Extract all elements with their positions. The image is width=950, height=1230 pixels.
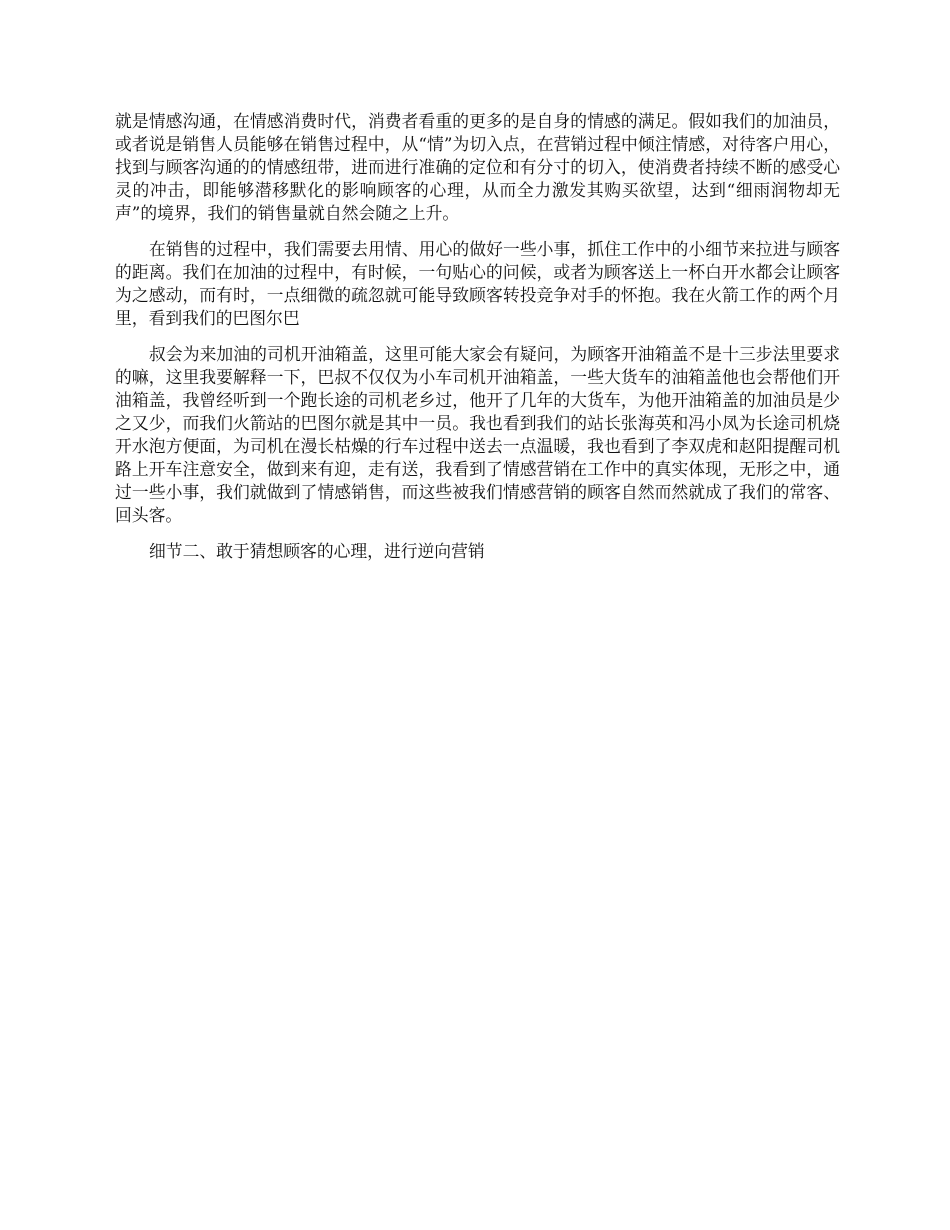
- paragraph-small-details: 在销售的过程中，我们需要去用情、用心的做好一些小事，抓住工作中的小细节来拉进与顾客的距离。我们在加油的过程中，有时候，一句贴心的问候，或者为顾客送上一杯白开水都会让顾客为之感动，而有时，一点细微的疏忽就可能导致顾客转投竞争对手的怀抱。我在火箭工作的两个月里，看到我们的巴图尔巴: [115, 239, 840, 328]
- document-page: [115, 110, 840, 576]
- paragraph-station-examples: 叔会为来加油的司机开油箱盖，这里可能大家会有疑问，为顾客开油箱盖不是十三步法里要求的嘛，这里我要解释一下，巴叔不仅仅为小车司机开油箱盖，一些大货车的油箱盖他也会帮他们开油箱盖，我曾经听到一个跑长途的司机老乡过，他开了几年的大货车，为他开油箱盖的加油员是少之又少，而我们火箭站的巴图尔就是其中一员。我也看到我们的站长张海英和冯小凤为长途司机烧开水泡方便面，为司机在漫长枯燥的行车过程中送去一点温暖，我也看到了李双虎和赵阳提醒司机路上开车注意安全，做到来有迎，走有送，我看到了情感营销在工作中的真实体现，无形之中，通过一些小事，我们就做到了情感销售，而这些被我们情感营销的顾客自然而然就成了我们的常客、回头客。: [115, 344, 840, 525]
- section-heading-detail-two: 细节二、敢于猜想顾客的心理，进行逆向营销: [149, 541, 485, 561]
- paragraph-emotional-communication: 就是情感沟通，在情感消费时代，消费者看重的更多的是自身的情感的满足。假如我们的加油员，或者说是销售人员能够在销售过程中，从“情”为切入点，在营销过程中倾注情感，对待客户用心，找到与顾客沟通的的情感纽带，进而进行准确的定位和有分寸的切入，使消费者持续不断的感受心灵的冲击，即能够潜移默化的影响顾客的心理，从而全力激发其购买欲望，达到“细雨润物却无声”的境界，我们的销售量就自然会随之上升。: [115, 111, 840, 223]
